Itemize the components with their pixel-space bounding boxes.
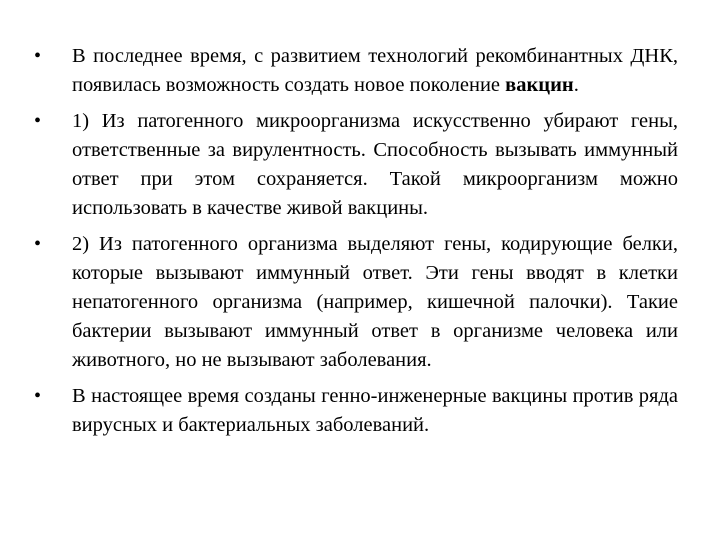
bullet-text: В настоящее время созданы генно-инженерные вакцины против ряда вирусных и бактериальных заболеваний. <box>72 385 678 436</box>
bullet-text-bold: вакцин <box>505 74 574 96</box>
bullet-item-3 <box>32 230 678 375</box>
bullet-text-end: . <box>573 74 579 96</box>
bullet-dot-icon: • <box>34 233 42 255</box>
bullet-text: 1) Из патогенного микроорганизма искусственно убирают гены, ответственные за вирулентность. Способность вызывать иммунный ответ при этом сохраняется. Такой микроорганизм можно использовать в качестве живой вакцины. <box>72 110 678 219</box>
bullet-item-4 <box>32 382 678 440</box>
bullet-item-2 <box>32 107 678 223</box>
bullet-list <box>32 42 678 447</box>
bullet-text: 2) Из патогенного организма выделяют гены, кодирующие белки, которые вызывают иммунный ответ. Эти гены вводят в клетки непатогенного организма (например, кишечной палочки). Такие бактерии вызывают иммунный ответ в организме человека или животного, но не вызывают заболевания. <box>72 233 678 371</box>
bullet-dot-icon: • <box>34 385 42 407</box>
bullet-item-1 <box>32 42 678 100</box>
bullet-dot-icon: • <box>34 110 42 132</box>
bullet-text: В последнее время, с развитием технологий рекомбинантных ДНК, появилась возможность создать новое поколение <box>72 45 678 96</box>
bullet-dot-icon: • <box>34 45 42 67</box>
